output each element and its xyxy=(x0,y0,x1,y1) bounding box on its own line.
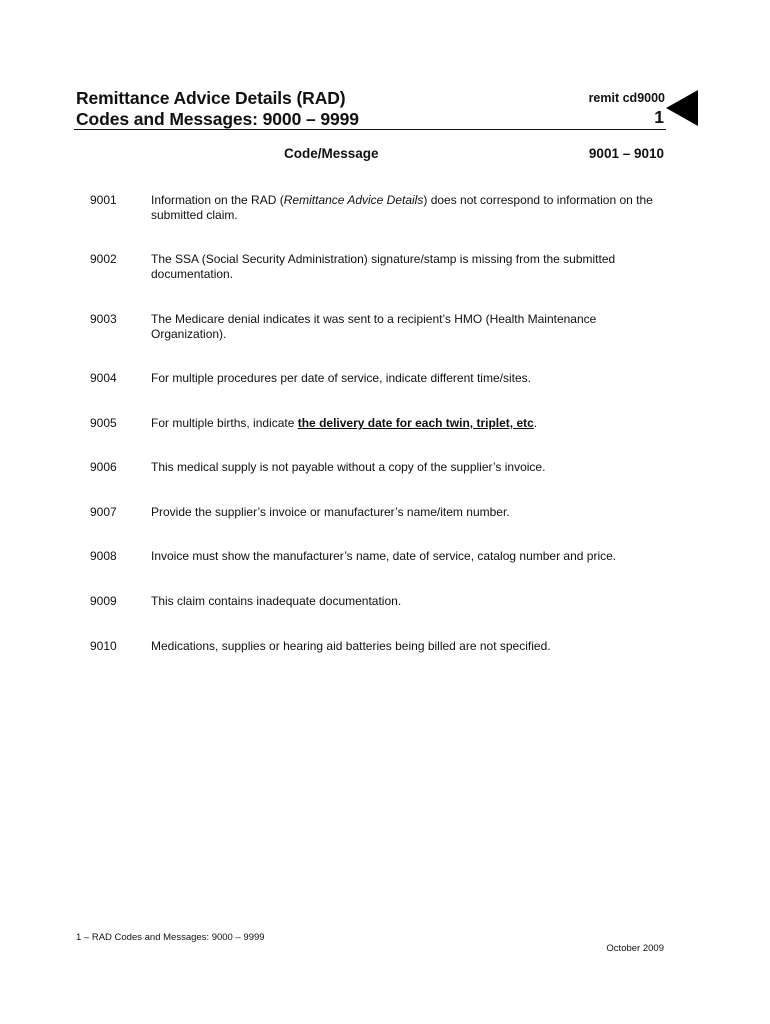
code-message: The Medicare denial indicates it was sent to a recipient’s HMO (Health Maintenance Organization). xyxy=(151,312,597,341)
code-message: Invoice must show the manufacturer’s name, date of service, catalog number and price. xyxy=(151,549,617,563)
code-number: 9005 xyxy=(90,416,117,430)
code-message: Information on the RAD (Remittance Advice Details) does not correspond to information on the submitted claim. xyxy=(151,193,653,222)
code-number: 9001 xyxy=(90,193,117,207)
document-subtitle: Codes and Messages: 9000 – 9999 xyxy=(76,109,359,129)
code-message: For multiple births, indicate the delivery date for each twin, triplet, etc. xyxy=(151,416,538,430)
italic-term: Remittance Advice Details xyxy=(283,193,424,207)
code-number: 9010 xyxy=(90,639,117,653)
code-range: 9001 – 9010 xyxy=(588,146,664,161)
code-number: 9002 xyxy=(90,252,117,266)
emphasized-text: the delivery date for each twin, triplet, etc xyxy=(297,416,534,430)
code-message: Medications, supplies or hearing aid batteries being billed are not specified. xyxy=(151,639,551,653)
code-message: Provide the supplier’s invoice or manufacturer’s name/item number. xyxy=(151,505,510,519)
footer-document-ref: 1 – RAD Codes and Messages: 9000 – 9999 xyxy=(76,932,265,943)
code-number: 9003 xyxy=(90,312,117,326)
code-message: For multiple procedures per date of service, indicate different time/sites. xyxy=(151,371,531,385)
code-number: 9004 xyxy=(90,371,117,385)
code-number: 9007 xyxy=(90,505,117,519)
page-number: 1 xyxy=(654,107,664,127)
header-rule xyxy=(74,129,666,130)
code-message: The SSA (Social Security Administration) signature/stamp is missing from the submitted documentation. xyxy=(151,252,616,281)
code-number: 9006 xyxy=(90,460,117,474)
column-label: Code/Message xyxy=(284,146,379,161)
column-header xyxy=(0,146,770,166)
document-title: Remittance Advice Details (RAD) xyxy=(76,88,346,108)
code-number: 9008 xyxy=(90,549,117,563)
left-triangle-icon xyxy=(666,90,698,126)
code-number: 9009 xyxy=(90,594,117,608)
code-message: This claim contains inadequate documentation. xyxy=(151,594,402,608)
remit-code: remit cd9000 xyxy=(588,91,665,105)
code-message: This medical supply is not payable without a copy of the supplier’s invoice. xyxy=(151,460,546,474)
footer-date: October 2009 xyxy=(606,943,664,954)
